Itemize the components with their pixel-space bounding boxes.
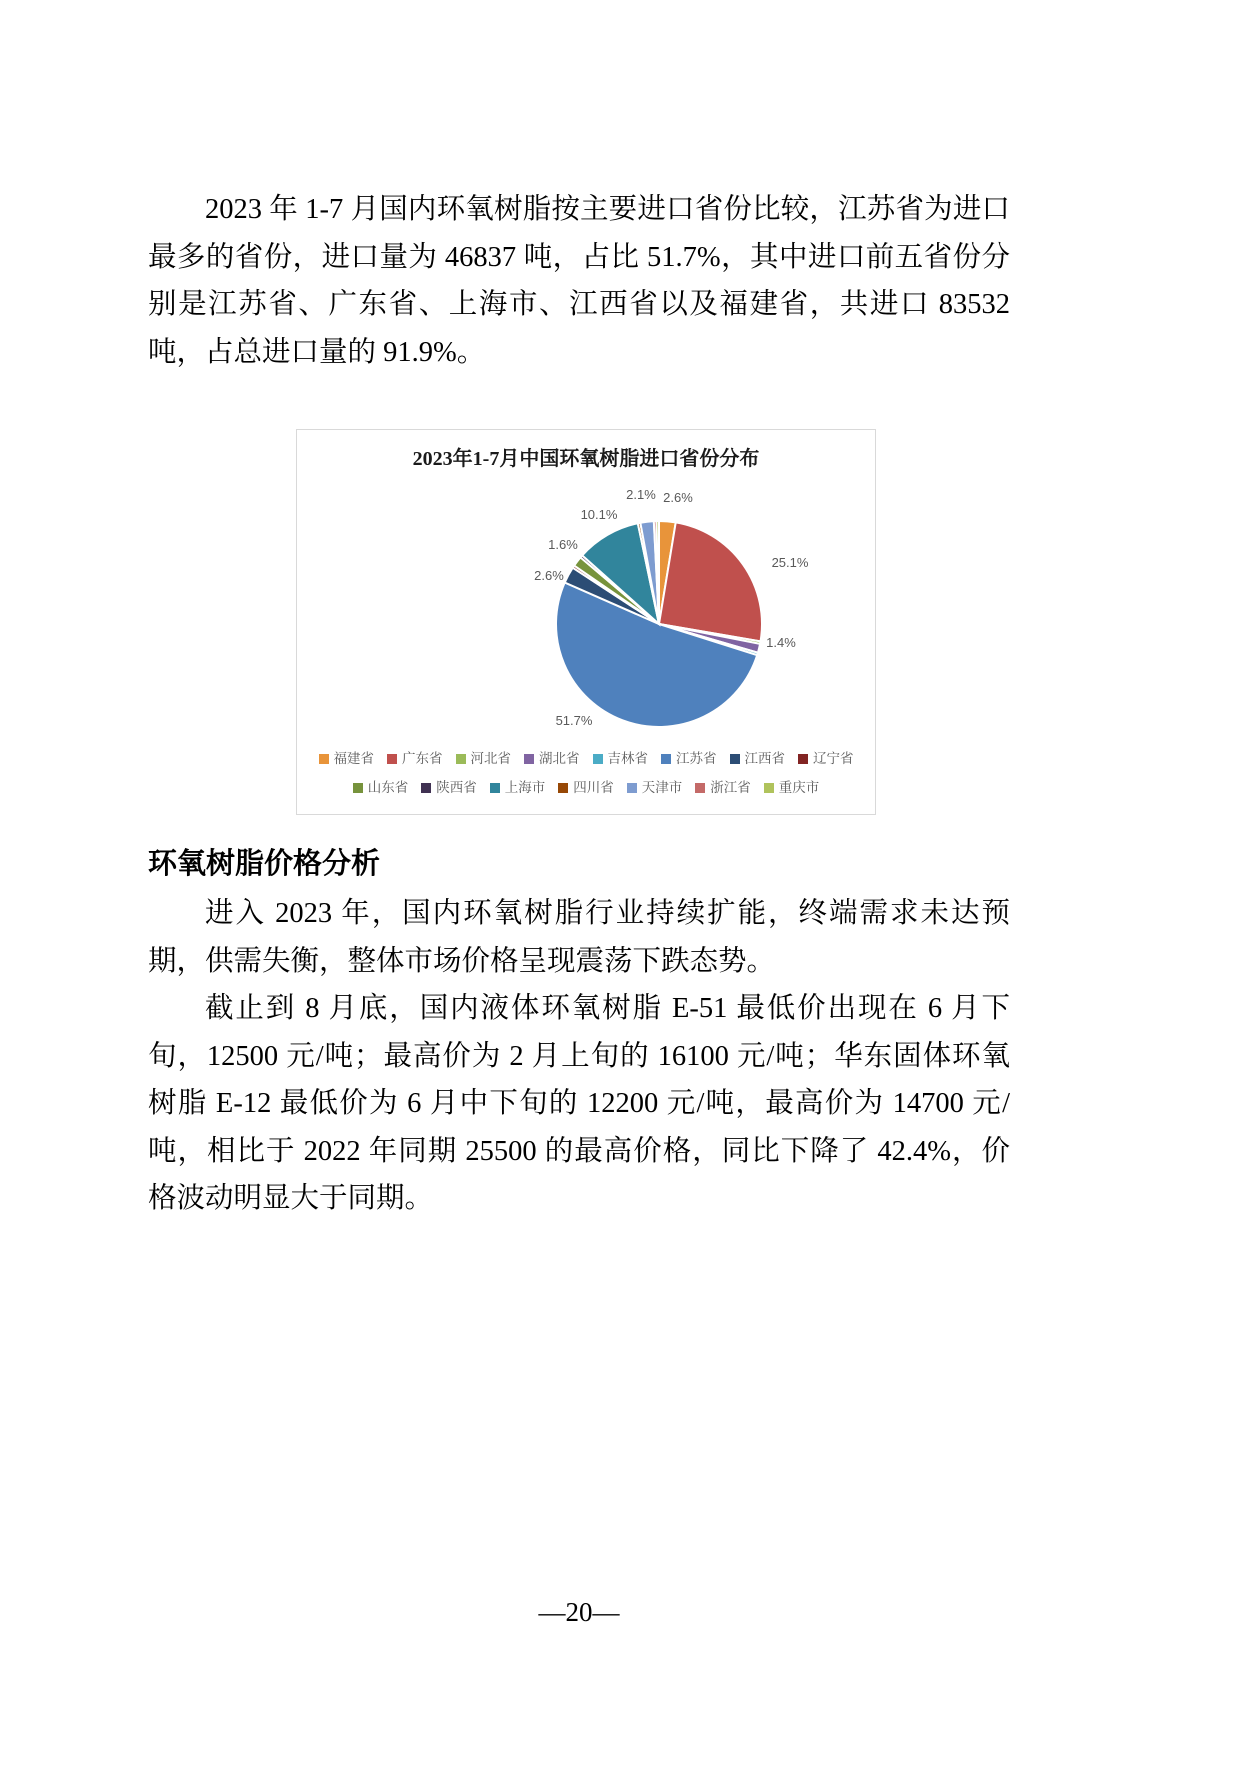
pie-label-山东省: 1.6% [548, 537, 578, 552]
legend-item-湖北省 [524, 744, 580, 773]
pie-label-江西省: 2.6% [534, 568, 564, 583]
legend-label: 江西省 [744, 751, 785, 766]
pie-chart-figure [296, 429, 876, 815]
legend-swatch-icon [387, 754, 397, 764]
page-number: —20— [538, 1597, 620, 1627]
legend-item-辽宁省 [798, 744, 854, 773]
legend-swatch-icon [456, 754, 466, 764]
legend-label: 湖北省 [539, 751, 580, 766]
chart-legend [297, 744, 875, 802]
pie-label-湖北省: 1.4% [766, 635, 796, 650]
legend-swatch-icon [730, 754, 740, 764]
legend-item-吉林省 [593, 744, 649, 773]
pie-label-上海市: 10.1% [580, 507, 618, 522]
paragraph-price-detail: 截止到 8 月底，国内液体环氧树脂 E-51 最低价出现在 6 月下旬，12500 元/吨；最高价为 2 月上旬的 16100 元/吨；华东固体环氧树脂 E-12 最低价为 6 月中下旬的 12200 元/吨，最高价为 14700 元/吨，相比于 2022 年同期 25500 的最高价格，同比下降了 42.4%，价格波动明显大于同期。 [148, 993, 1010, 1214]
legend-label: 陕西省 [436, 780, 477, 795]
legend-item-福建省 [319, 744, 375, 773]
legend-item-天津市 [627, 773, 683, 802]
legend-swatch-icon [695, 783, 705, 793]
pie-label-江苏省: 51.7% [555, 713, 593, 728]
legend-row [297, 744, 875, 773]
legend-swatch-icon [627, 783, 637, 793]
paragraph-import-summary: 2023 年 1-7 月国内环氧树脂按主要进口省份比较，江苏省为进口最多的省份，进口量为 46837 吨，占比 51.7%，其中进口前五省份分别是江苏省、广东省、上海市、江西省以及福建省，共进口 83532 吨，占总进口量的 91.9%。 [148, 194, 1010, 368]
legend-swatch-icon [764, 783, 774, 793]
legend-item-陕西省 [421, 773, 477, 802]
chart-title: 2023年1-7月中国环氧树脂进口省份分布 [412, 448, 760, 470]
paragraph-price-intro: 进入 2023 年，国内环氧树脂行业持续扩能，终端需求未达预期，供需失衡，整体市场价格呈现震荡下跌态势。 [148, 898, 1010, 977]
pie-slice-广东省 [659, 522, 762, 641]
legend-label: 广东省 [402, 751, 443, 766]
legend-swatch-icon [421, 783, 431, 793]
legend-item-广东省 [387, 744, 443, 773]
legend-row [297, 773, 875, 802]
section-heading: 环氧树脂价格分析 [148, 848, 381, 880]
pie-label-广东省: 25.1% [771, 555, 809, 570]
legend-swatch-icon [319, 754, 329, 764]
legend-swatch-icon [558, 783, 568, 793]
legend-item-四川省 [558, 773, 614, 802]
legend-item-上海市 [490, 773, 546, 802]
legend-label: 吉林省 [607, 751, 648, 766]
legend-swatch-icon [661, 754, 671, 764]
legend-item-江苏省 [661, 744, 717, 773]
legend-label: 上海市 [504, 780, 546, 795]
legend-label: 浙江省 [710, 780, 751, 795]
legend-item-浙江省 [695, 773, 751, 802]
legend-swatch-icon [353, 783, 363, 793]
legend-label: 辽宁省 [813, 751, 854, 766]
legend-swatch-icon [490, 783, 500, 793]
legend-label: 天津市 [641, 780, 683, 795]
legend-swatch-icon [593, 754, 603, 764]
legend-item-江西省 [730, 744, 786, 773]
legend-label: 山东省 [367, 780, 409, 795]
legend-swatch-icon [798, 754, 808, 764]
legend-swatch-icon [524, 754, 534, 764]
legend-label: 河北省 [470, 751, 511, 766]
legend-item-河北省 [456, 744, 512, 773]
legend-item-重庆市 [764, 773, 820, 802]
legend-label: 四川省 [573, 780, 614, 795]
legend-label: 福建省 [333, 751, 374, 766]
pie-chart [297, 474, 875, 734]
pie-label-天津市: 2.1% [626, 487, 656, 502]
legend-label: 江苏省 [676, 751, 717, 766]
legend-item-山东省 [353, 773, 409, 802]
pie-label-福建省: 2.6% [663, 490, 693, 505]
legend-label: 重庆市 [778, 780, 820, 795]
